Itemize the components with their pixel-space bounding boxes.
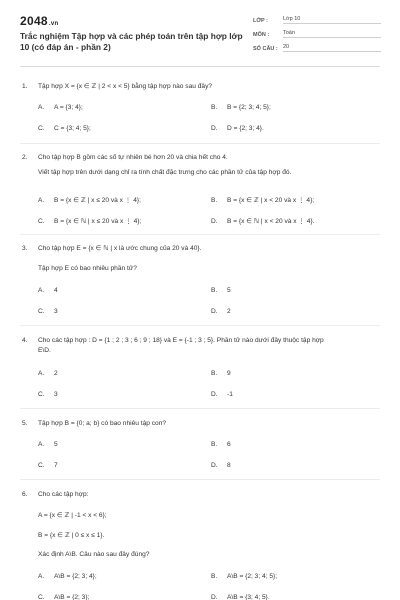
option-text: 3 [54, 391, 58, 398]
question-text: Cho tập hợp B gồm các số tự nhiên bé hơn 20 và chia hết cho 4. [38, 154, 228, 161]
option-text: A\B = {3; 4; 5}. [227, 594, 270, 600]
option-c[interactable] [38, 217, 141, 225]
question-subtext: B = {x ∈ ℤ | 0 ≤ x ≤ 1}. [38, 532, 105, 539]
meta-class-row [253, 12, 381, 24]
meta-subject-value: Toán [283, 30, 381, 38]
option-text: D = {2; 3; 4}. [227, 125, 264, 132]
option-key: B. [211, 197, 218, 204]
option-key: D. [211, 125, 218, 132]
option-key: D. [211, 594, 218, 600]
option-c[interactable] [38, 308, 58, 315]
option-text: 8 [227, 462, 231, 469]
meta-box [253, 12, 381, 54]
question-separator [20, 143, 380, 144]
option-key: C. [38, 218, 45, 225]
question-separator [20, 234, 380, 235]
option-a[interactable] [38, 104, 83, 111]
option-text: 3 [54, 308, 58, 315]
option-text: A\B = {2; 3}; [54, 594, 90, 600]
question-text: Cho tập hợp E = {x ∈ ℕ | x là ước chung của 20 và 40}. [38, 245, 202, 252]
option-key: A. [38, 287, 45, 294]
option-c[interactable] [38, 462, 58, 469]
option-key: A. [38, 441, 45, 448]
meta-class-label: LỚP : [253, 18, 268, 24]
option-text: A = {3; 4}; [54, 104, 83, 111]
option-text: 7 [54, 462, 58, 469]
option-text: 4 [54, 287, 58, 294]
question-subtext: Tập hợp E có bao nhiêu phần tử? [38, 265, 137, 272]
option-c[interactable] [38, 125, 91, 132]
option-text: B = {2; 3; 4; 5}; [227, 104, 271, 111]
option-key: B. [211, 370, 218, 377]
option-key: C. [38, 308, 45, 315]
option-key: D. [211, 218, 218, 225]
option-a[interactable] [38, 196, 141, 204]
option-key: B. [211, 573, 218, 580]
header-divider [20, 66, 380, 67]
meta-subject-row [253, 26, 381, 38]
option-text: B = {x ∈ ℕ | x ≤ 20 và x ⋮ 4}; [54, 218, 142, 225]
option-text: 6 [227, 441, 231, 448]
option-text: 5 [54, 441, 58, 448]
option-d[interactable] [211, 462, 231, 469]
option-b[interactable] [211, 573, 277, 580]
option-key: C. [38, 594, 45, 600]
option-b[interactable] [211, 287, 231, 294]
question-text: Tập hợp X = {x ∈ ℤ | 2 < x < 5} bằng tập hợp nào sau đây? [38, 83, 213, 90]
option-text: 2 [227, 308, 231, 315]
option-d[interactable] [211, 217, 315, 225]
question-subtext: A = {x ∈ ℤ | -1 < x < 6}; [38, 512, 107, 519]
question-number: 4. [22, 337, 28, 344]
option-key: D. [211, 462, 218, 469]
question-separator [20, 479, 380, 480]
option-a[interactable] [38, 441, 58, 448]
question-subtext: E\D. [38, 347, 51, 354]
option-text: B = {x ∈ ℤ | x < 20 và x ⋮ 4}; [227, 197, 315, 204]
option-text: A\B = {2; 3; 4}; [54, 573, 97, 580]
option-text: A\B = {2; 3; 4; 5}; [227, 573, 278, 580]
option-text: B = {x ∈ ℤ | x ≤ 20 và x ⋮ 4}; [54, 197, 141, 204]
option-text: B = {x ∈ ℕ | x < 20 và x ⋮ 4}. [227, 218, 315, 225]
logo-text: 2048 [20, 14, 48, 28]
option-key: C. [38, 125, 45, 132]
question-separator [20, 408, 380, 409]
meta-count-row [253, 40, 381, 52]
page-title: Trắc nghiệm Tập hợp và các phép toán trên tập hợp lớp 10 (có đáp án - phần 2) [20, 31, 243, 52]
option-key: B. [211, 287, 218, 294]
question-text: Cho các tập hợp : D = {1 ; 2 ; 3 ; 6 ; 9 ; 18} và E = {-1 ; 3 ; 5}. Phần tử nào dưới đây thuộc tập hợp [38, 337, 324, 344]
site-logo[interactable] [20, 14, 58, 28]
option-key: A. [38, 370, 45, 377]
option-key: B. [211, 441, 218, 448]
document-header [0, 0, 400, 70]
option-b[interactable] [211, 370, 231, 377]
option-key: B. [211, 104, 218, 111]
question-number: 1. [22, 83, 28, 90]
option-key: C. [38, 391, 45, 398]
option-key: D. [211, 308, 218, 315]
option-text: -1 [227, 391, 233, 398]
option-a[interactable] [38, 287, 58, 294]
option-text: C = {3; 4; 5}; [54, 125, 91, 132]
option-c[interactable] [38, 391, 58, 398]
option-a[interactable] [38, 370, 58, 377]
option-key: A. [38, 104, 45, 111]
option-b[interactable] [211, 196, 314, 204]
option-b[interactable] [211, 104, 271, 111]
option-d[interactable] [211, 391, 233, 398]
option-key: C. [38, 462, 45, 469]
option-d[interactable] [211, 594, 270, 600]
question-number: 5. [22, 420, 28, 427]
question-text: Tập hợp B = {0; a; b} có bao nhiêu tập con? [38, 420, 167, 427]
option-text: 9 [227, 370, 231, 377]
option-key: D. [211, 391, 218, 398]
option-b[interactable] [211, 441, 231, 448]
meta-subject-label: MÔN : [253, 32, 270, 38]
option-c[interactable] [38, 594, 89, 600]
option-d[interactable] [211, 125, 264, 132]
question-text: Cho các tập hợp: [38, 491, 89, 498]
meta-count-value: 20 [283, 44, 381, 52]
option-key: A. [38, 573, 45, 580]
meta-count-label: SỐ CÂU : [253, 46, 278, 52]
option-text: 5 [227, 287, 231, 294]
question-subtext: Xác định A\B. Câu nào sau đây đúng? [38, 551, 150, 558]
option-d[interactable] [211, 308, 231, 315]
option-key: A. [38, 197, 45, 204]
question-number: 2. [22, 154, 28, 161]
logo-suffix: .vn [48, 21, 59, 27]
question-number: 6. [22, 491, 28, 498]
question-number: 3. [22, 245, 28, 252]
meta-class-value: Lớp 10 [283, 16, 381, 24]
question-subtext: Viết tập hợp trên dưới dạng chỉ ra tính chất đặc trưng cho các phần tử của tập hợp đó. [38, 169, 292, 176]
option-text: 2 [54, 370, 58, 377]
option-a[interactable] [38, 573, 97, 580]
question-separator [20, 325, 380, 326]
